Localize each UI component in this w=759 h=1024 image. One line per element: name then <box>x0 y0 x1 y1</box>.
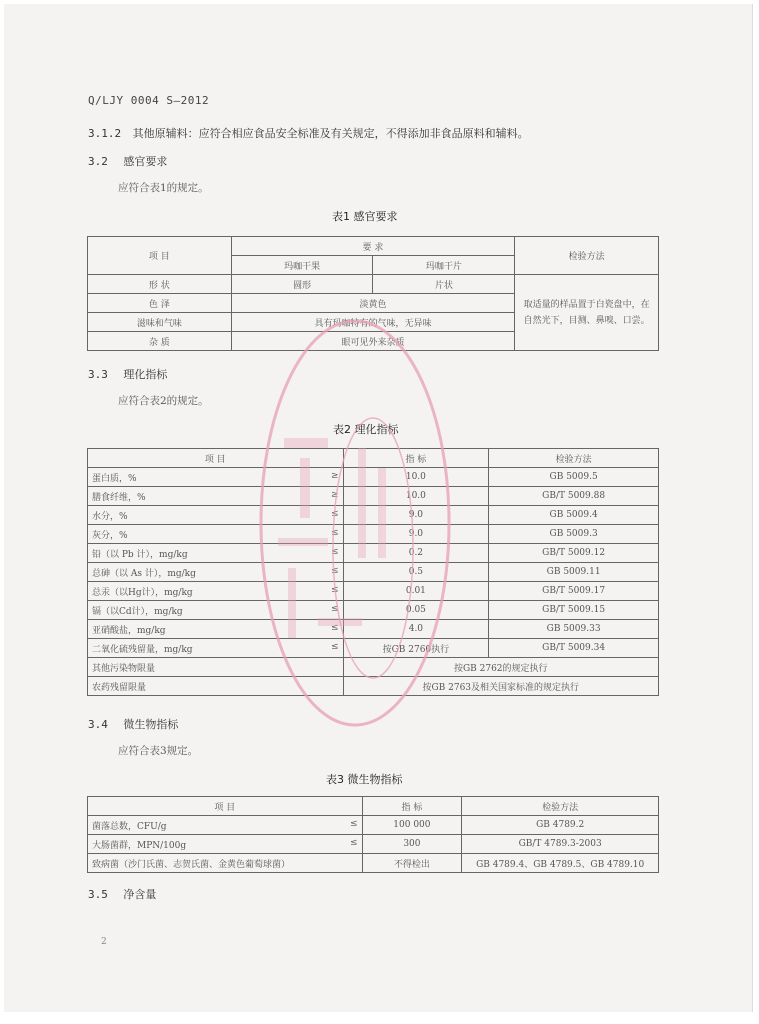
section-number: 3.4 <box>88 718 108 731</box>
table-cell: GB/T 5009.17 <box>489 582 659 601</box>
table-cell: 按GB 2763及相关国家标准的规定执行 <box>343 677 658 696</box>
table-cell: 10.0 <box>343 468 489 487</box>
operator: ≤ <box>330 584 339 595</box>
table-cell <box>88 563 344 582</box>
section-number: 3.2 <box>88 155 108 168</box>
table-cell <box>88 525 344 544</box>
table-cell: 圆形 <box>231 275 373 294</box>
item-label: 水分，% <box>92 511 128 522</box>
table-row <box>88 487 659 506</box>
item-label: 亚硝酸盐，mg/kg <box>92 625 166 636</box>
table-method-cell: 取适量的样品置于白瓷盘中，在自然光下，目测、鼻嗅、口尝。 <box>515 275 659 351</box>
table-cell <box>88 639 344 658</box>
item-label: 二氧化硫残留量，mg/kg <box>92 644 193 655</box>
table-cell <box>88 544 344 563</box>
table-cell: 滋味和气味 <box>88 313 232 332</box>
section-text: 其他原辅料：应符合相应食品安全标准及有关规定，不得添加非食品原料和辅料。 <box>132 127 529 140</box>
section-3-4-heading <box>88 716 178 732</box>
section-3-4-body: 应符合表3规定。 <box>118 745 199 757</box>
table-cell <box>88 854 363 873</box>
table-cell: GB 5009.3 <box>489 525 659 544</box>
table-cell <box>88 582 344 601</box>
section-title: 微生物指标 <box>123 718 179 731</box>
table-row <box>88 854 659 873</box>
table-cell: 0.5 <box>343 563 489 582</box>
table-header-cell: 玛咖干片 <box>373 256 515 275</box>
table2-physicochemical <box>87 448 659 696</box>
operator: ≤ <box>330 527 339 538</box>
table-row <box>88 658 659 677</box>
table-cell: GB/T 5009.34 <box>489 639 659 658</box>
section-title: 感官要求 <box>123 155 168 168</box>
operator: ≤ <box>330 508 339 519</box>
table-cell <box>88 816 363 835</box>
table-row <box>88 639 659 658</box>
item-label: 菌落总数，CFU/g <box>92 821 167 832</box>
table1-caption: 表1 感官要求 <box>332 210 398 223</box>
section-3-1-2 <box>88 125 529 141</box>
item-label: 铅（以 Pb 计），mg/kg <box>92 549 188 560</box>
operator: ≤ <box>330 603 339 614</box>
item-label: 蛋白质，% <box>92 473 137 484</box>
table-cell: 9.0 <box>343 506 489 525</box>
item-label: 膳食纤维，% <box>92 492 146 503</box>
section-number: 3.5 <box>88 888 108 901</box>
table-cell: 眼可见外来杂质 <box>231 332 514 351</box>
table-header-cell: 检验方法 <box>515 237 659 275</box>
table-row <box>88 468 659 487</box>
table-cell: GB/T 5009.15 <box>489 601 659 620</box>
section-3-2-body: 应符合表1的规定。 <box>118 182 209 194</box>
table-cell <box>88 620 344 639</box>
table-cell: 4.0 <box>343 620 489 639</box>
table-cell: GB/T 4789.3-2003 <box>462 835 659 854</box>
section-3-3-heading <box>88 366 167 382</box>
table-cell: GB 4789.4、GB 4789.5、GB 4789.10 <box>462 854 659 873</box>
operator: ≤ <box>330 641 339 652</box>
table-row <box>88 601 659 620</box>
table-cell: 具有玛咖特有的气味，无异味 <box>231 313 514 332</box>
table-cell: 0.2 <box>343 544 489 563</box>
table-header-cell: 玛咖干果 <box>231 256 373 275</box>
table-cell: GB/T 5009.12 <box>489 544 659 563</box>
section-title: 理化指标 <box>123 368 168 381</box>
table-cell: 0.01 <box>343 582 489 601</box>
section-number: 3.3 <box>88 368 108 381</box>
table1-sensory <box>87 236 659 351</box>
table-row <box>88 835 659 854</box>
table-cell: GB 5009.5 <box>489 468 659 487</box>
table-cell: 按GB 2762的规定执行 <box>343 658 658 677</box>
table-cell: GB/T 5009.88 <box>489 487 659 506</box>
operator: ≥ <box>330 470 339 481</box>
table-cell: 片状 <box>373 275 515 294</box>
table-row <box>88 563 659 582</box>
table-row <box>88 816 659 835</box>
table-cell: GB 5009.33 <box>489 620 659 639</box>
table-header-cell: 项 目 <box>88 449 344 468</box>
table-cell <box>88 601 344 620</box>
page-number: 2 <box>101 937 107 947</box>
table-header-cell: 项 目 <box>88 797 363 816</box>
operator: ≥ <box>330 489 339 500</box>
item-label: 总汞（以Hg计），mg/kg <box>92 587 193 598</box>
table-header-cell: 指 标 <box>362 797 462 816</box>
operator: ≤ <box>330 565 339 576</box>
table-header-cell: 要 求 <box>231 237 514 256</box>
table-cell: 9.0 <box>343 525 489 544</box>
table-cell <box>88 487 344 506</box>
table2-caption: 表2 理化指标 <box>333 423 399 436</box>
table3-microbiological <box>87 796 659 873</box>
table-cell: 农药残留限量 <box>88 677 344 696</box>
operator: ≤ <box>349 837 358 848</box>
operator: ≤ <box>330 546 339 557</box>
table-cell: 杂 质 <box>88 332 232 351</box>
table-header-cell: 检验方法 <box>462 797 659 816</box>
table-cell: 300 <box>362 835 462 854</box>
table-row <box>88 544 659 563</box>
table-row <box>88 582 659 601</box>
item-label: 总砷（以 As 计），mg/kg <box>92 568 196 579</box>
table-row <box>88 506 659 525</box>
table-cell: GB 4789.2 <box>462 816 659 835</box>
table-header-cell: 指 标 <box>343 449 489 468</box>
operator: ≤ <box>349 818 358 829</box>
section-3-3-body: 应符合表2的规定。 <box>118 395 209 407</box>
table-cell: GB 5009.4 <box>489 506 659 525</box>
table-row <box>88 525 659 544</box>
table-cell <box>88 468 344 487</box>
table-cell: GB 5009.11 <box>489 563 659 582</box>
table-cell <box>88 835 363 854</box>
table-cell: 其他污染物限量 <box>88 658 344 677</box>
table-cell: 10.0 <box>343 487 489 506</box>
table-row <box>88 620 659 639</box>
section-3-2-heading <box>88 153 167 169</box>
table-cell: 色 泽 <box>88 294 232 313</box>
table-row <box>88 677 659 696</box>
table-cell: 按GB 2760执行 <box>343 639 489 658</box>
section-3-5-heading <box>88 886 156 902</box>
table-cell: 0.05 <box>343 601 489 620</box>
table-header-cell: 项 目 <box>88 237 232 275</box>
table3-caption: 表3 微生物指标 <box>326 773 403 786</box>
document-id: Q/LJY 0004 S—2012 <box>88 94 210 107</box>
table-cell: 形 状 <box>88 275 232 294</box>
table-header-cell: 检验方法 <box>489 449 659 468</box>
item-label: 灰分，% <box>92 530 128 541</box>
section-title: 净含量 <box>123 888 157 901</box>
item-label: 镉（以Cd计），mg/kg <box>92 606 183 617</box>
table-cell: 100 000 <box>362 816 462 835</box>
table-cell: 不得检出 <box>362 854 462 873</box>
table-cell <box>88 506 344 525</box>
section-number: 3.1.2 <box>88 127 122 140</box>
item-label: 大肠菌群，MPN/100g <box>92 840 187 851</box>
table-cell: 淡黄色 <box>231 294 514 313</box>
operator: ≤ <box>330 622 339 633</box>
item-label: 致病菌（沙门氏菌、志贺氏菌、金黄色葡萄球菌） <box>92 859 291 870</box>
